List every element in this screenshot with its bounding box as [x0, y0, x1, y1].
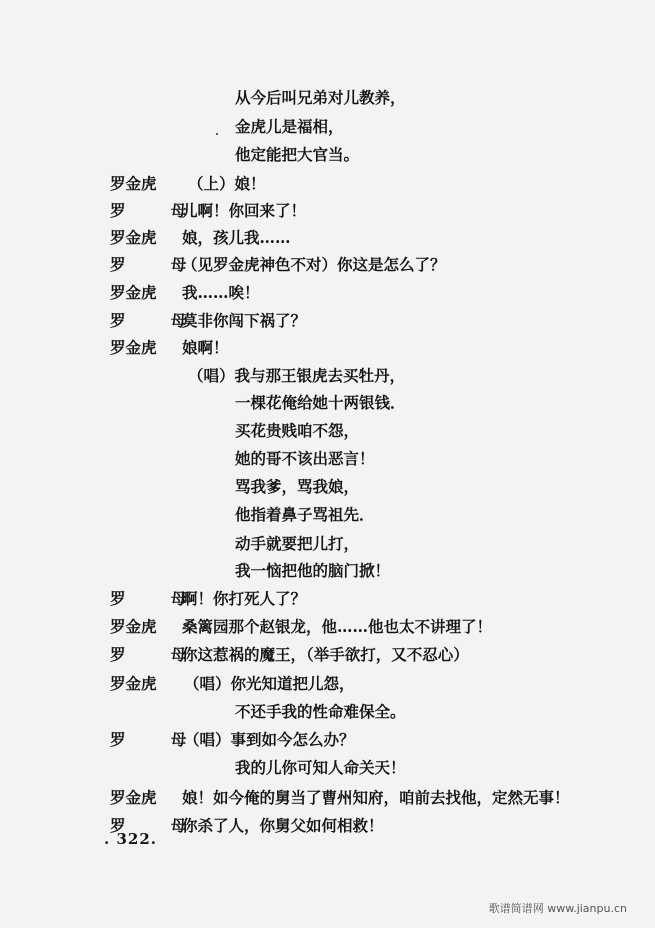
line-text: 动手就要把儿打，: [235, 534, 360, 553]
speaker: 罗金虎: [110, 674, 157, 693]
speaker: 罗 母: [110, 589, 207, 608]
watermark: 歌谱简谱网 www.jianpu.cn: [488, 902, 627, 915]
line-text: （唱）我与那王银虎去买牡丹，: [188, 366, 406, 385]
line-text: 他定能把大官当。: [235, 145, 360, 164]
line-text: 我一恼把他的脑门掀！: [235, 561, 391, 580]
line-text: 我的儿你可知人命关天！: [235, 758, 406, 777]
line-text: 从今后叫兄弟对儿教养，: [235, 88, 406, 107]
line-text: 娘！如今俺的舅当了曹州知府，咱前去找他，定然无事！: [182, 788, 570, 807]
line-text: 你杀了人，你舅父如何相救！: [182, 816, 384, 835]
line-text: （上）娘！: [188, 174, 266, 193]
line-text: 骂我爹，骂我娘，: [235, 477, 360, 496]
line-text: 儿啊！你回来了！: [182, 201, 307, 220]
line-text: 桑篱园那个赵银龙，他……他也太不讲理了！: [182, 617, 493, 636]
line-text: 买花贵贱咱不怨，: [235, 421, 360, 440]
line-text: （唱）你光知道把儿怨，: [184, 674, 355, 693]
line-text: 她的哥不该出恶言！: [235, 449, 375, 468]
speaker: 罗金虎: [110, 228, 157, 247]
line-text: （见罗金虎神色不对）你这是怎么了？: [182, 255, 446, 274]
line-text: 他指着鼻子骂祖先．: [235, 505, 375, 524]
speaker: 罗金虎: [110, 338, 157, 357]
line-text: 啊！你打死人了？: [182, 589, 307, 608]
line-text: 娘，孩儿我……: [182, 228, 291, 247]
speaker: 罗 母: [110, 311, 207, 330]
speaker: 罗 母: [110, 730, 207, 749]
line-text: 金虎儿是福相，: [235, 117, 344, 136]
speaker: 罗 母: [110, 645, 207, 664]
scan-speck: [216, 133, 218, 135]
page-number: . 322.: [104, 830, 157, 848]
speaker: 罗金虎: [110, 174, 157, 193]
speaker: 罗金虎: [110, 788, 157, 807]
line-text: （唱）事到如今怎么办？: [184, 730, 355, 749]
speaker: 罗金虎: [110, 283, 157, 302]
line-text: 我……唉！: [182, 283, 260, 302]
speaker: 罗 母: [110, 201, 207, 220]
speaker: 罗金虎: [110, 617, 157, 636]
line-text: 不还手我的性命难保全。: [235, 702, 406, 721]
line-text: 你这惹祸的魔王，（举手欲打，又不忍心）: [182, 645, 469, 664]
speaker: 罗 母: [110, 816, 207, 835]
line-text: 一棵花俺给她十两银钱．: [235, 393, 406, 412]
speaker: 罗 母: [110, 255, 207, 274]
line-text: 莫非你闯下祸了？: [182, 311, 307, 330]
line-text: 娘啊！: [182, 338, 229, 357]
